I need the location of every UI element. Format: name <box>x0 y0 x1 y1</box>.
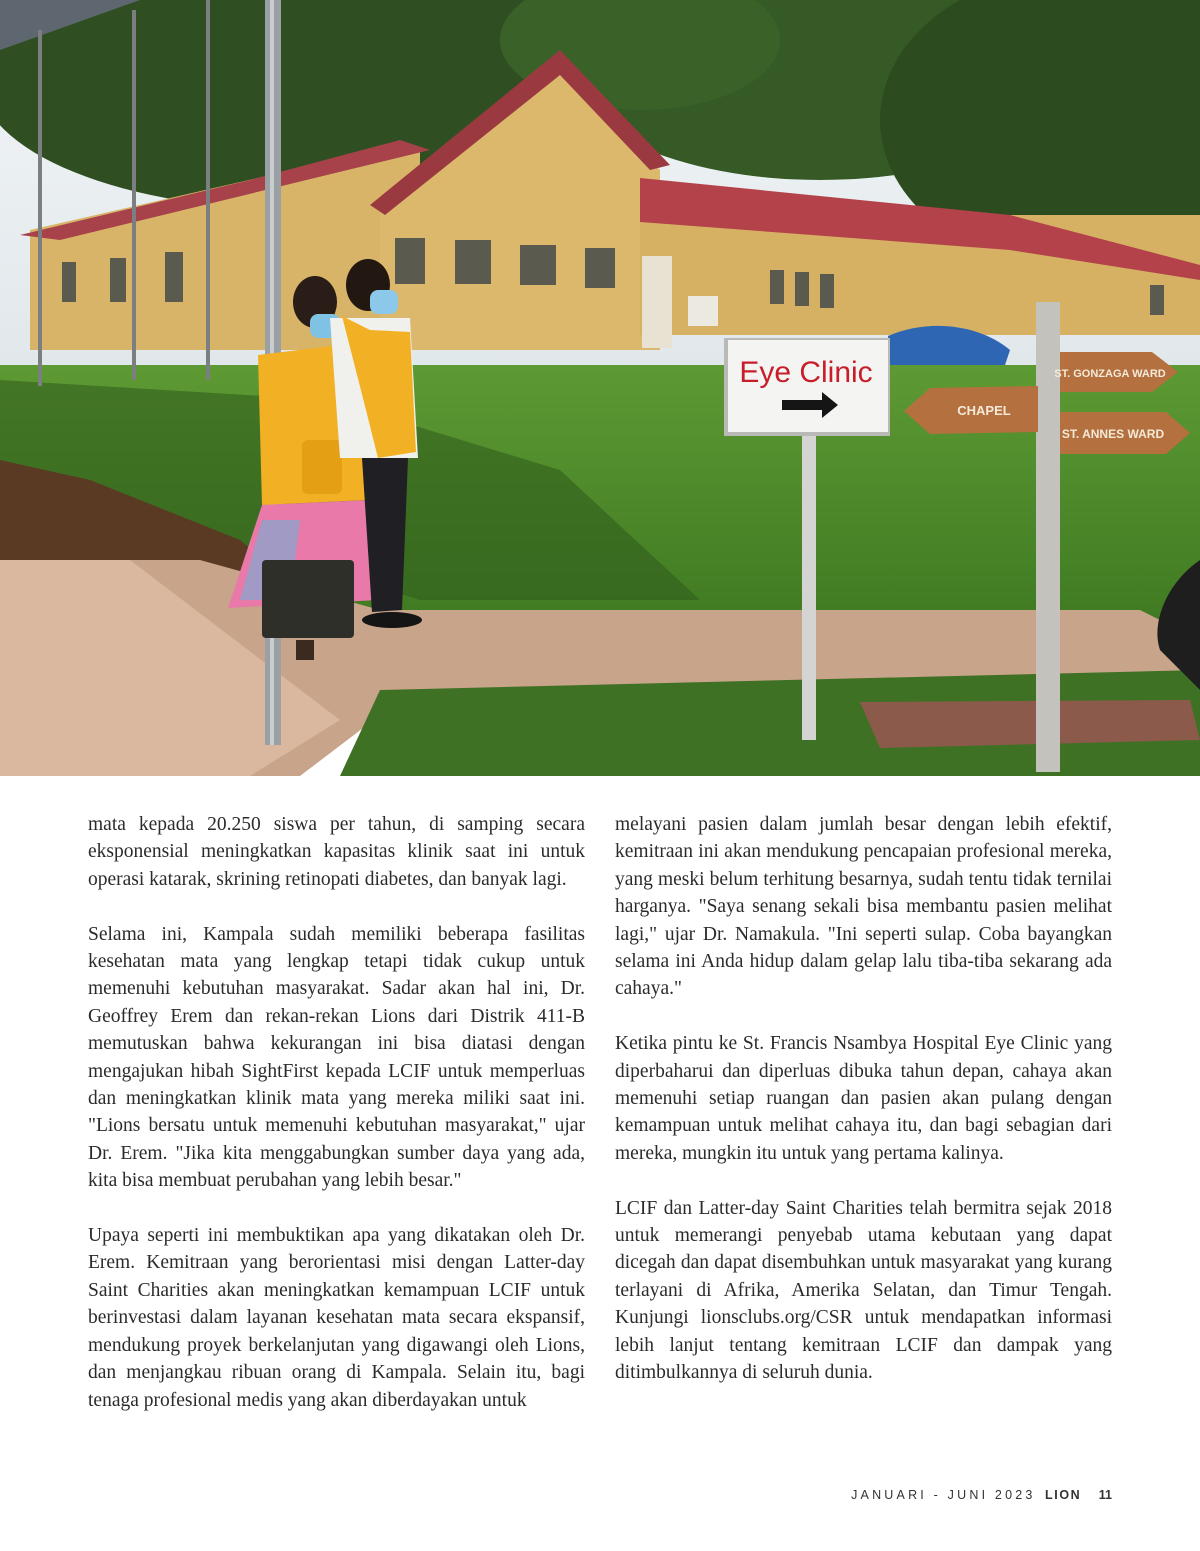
article-column-right <box>615 811 1112 1414</box>
paragraph: Ketika pintu ke St. Francis Nsambya Hospital Eye Clinic yang diperbaharui dan diperluas dibuka tahun depan, cahaya akan memenuhi setiap ruangan dan pasien akan pulang dengan kemampuan untuk melihat cahaya itu, dan bagi sebagian dari mereka, mungkin itu untuk yang pertama kalinya. <box>615 1033 1112 1164</box>
magazine-name: LION <box>1045 1488 1082 1502</box>
paragraph: Selama ini, Kampala sudah memiliki beberapa fasilitas kesehatan mata yang lengkap tetapi tidak cukup untuk memenuhi kebutuhan masyarakat. Sadar akan hal ini, Dr. Geoffrey Erem dan rekan-rekan Lions dari Distrik 411-B memutuskan bahwa kekurangan ini bisa diatasi dengan mengajukan hibah SightFirst kepada LCIF untuk memperluas dan meningkatkan klinik mata yang mereka miliki saat ini. "Lions bersatu untuk memenuhi kebutuhan masyarakat," ujar Dr. Erem. "Jika kita menggabungkan sumber daya yang ada, kita bisa membuat perubahan yang lebih besar." <box>88 923 585 1192</box>
issue-date: JANUARI - JUNI 2023 <box>851 1488 1036 1502</box>
paragraph: LCIF dan Latter-day Saint Charities telah bermitra sejak 2018 untuk memerangi penyebab utama kebutaan yang dapat dicegah dan dapat disembuhkan untuk masyarakat yang kurang terlayani di Afrika, Amerika Selatan, dan Timur Tengah. Kunjungi lionsclubs.org/CSR untuk mendapatkan informasi lebih lanjut tentang kemitraan LCIF dan dampak yang ditimbulkannya di seluruh dunia. <box>615 1197 1112 1384</box>
page-number: 11 <box>1098 1488 1112 1502</box>
page-footer <box>851 1488 1112 1502</box>
paragraph: melayani pasien dalam jumlah besar dengan lebih efektif, kemitraan ini akan mendukung pencapaian profesional mereka, yang meski belum terhitung besarnya, sudah tentu tidak ternilai harganya. "Saya senang sekali bisa membantu pasien melihat lagi," ujar Dr. Namakula. "Ini seperti sulap. Coba bayangkan selama ini Anda hidup dalam gelap lalu tiba-tiba sekarang ada cahaya." <box>615 814 1112 1000</box>
paragraph: mata kepada 20.250 siswa per tahun, di samping secara eksponensial meningkatkan kapasitas klinik saat ini untuk operasi katarak, skrining retinopati diabetes, dan banyak lagi. <box>88 814 585 890</box>
sign-gonzaga-text: ST. GONZAGA WARD <box>1054 368 1166 380</box>
sign-chapel-text: CHAPEL <box>957 403 1011 418</box>
eye-clinic-sign-text: Eye Clinic <box>739 356 873 389</box>
article-column-left <box>88 811 585 1441</box>
paragraph: Upaya seperti ini membuktikan apa yang dikatakan oleh Dr. Erem. Kemitraan yang berorientasi misi dengan Latter-day Saint Charities akan meningkatkan kemampuan LCIF untuk berinvestasi dalam layanan kesehatan mata secara ekspansif, mendukung proyek berkelanjutan yang digawangi oleh Lions, dan menjangkau ribuan orang di Kampala. Selain itu, bagi tenaga profesional medis yang akan diberdayakan untuk <box>88 1225 585 1411</box>
sign-annes-text: ST. ANNES WARD <box>1061 427 1165 441</box>
